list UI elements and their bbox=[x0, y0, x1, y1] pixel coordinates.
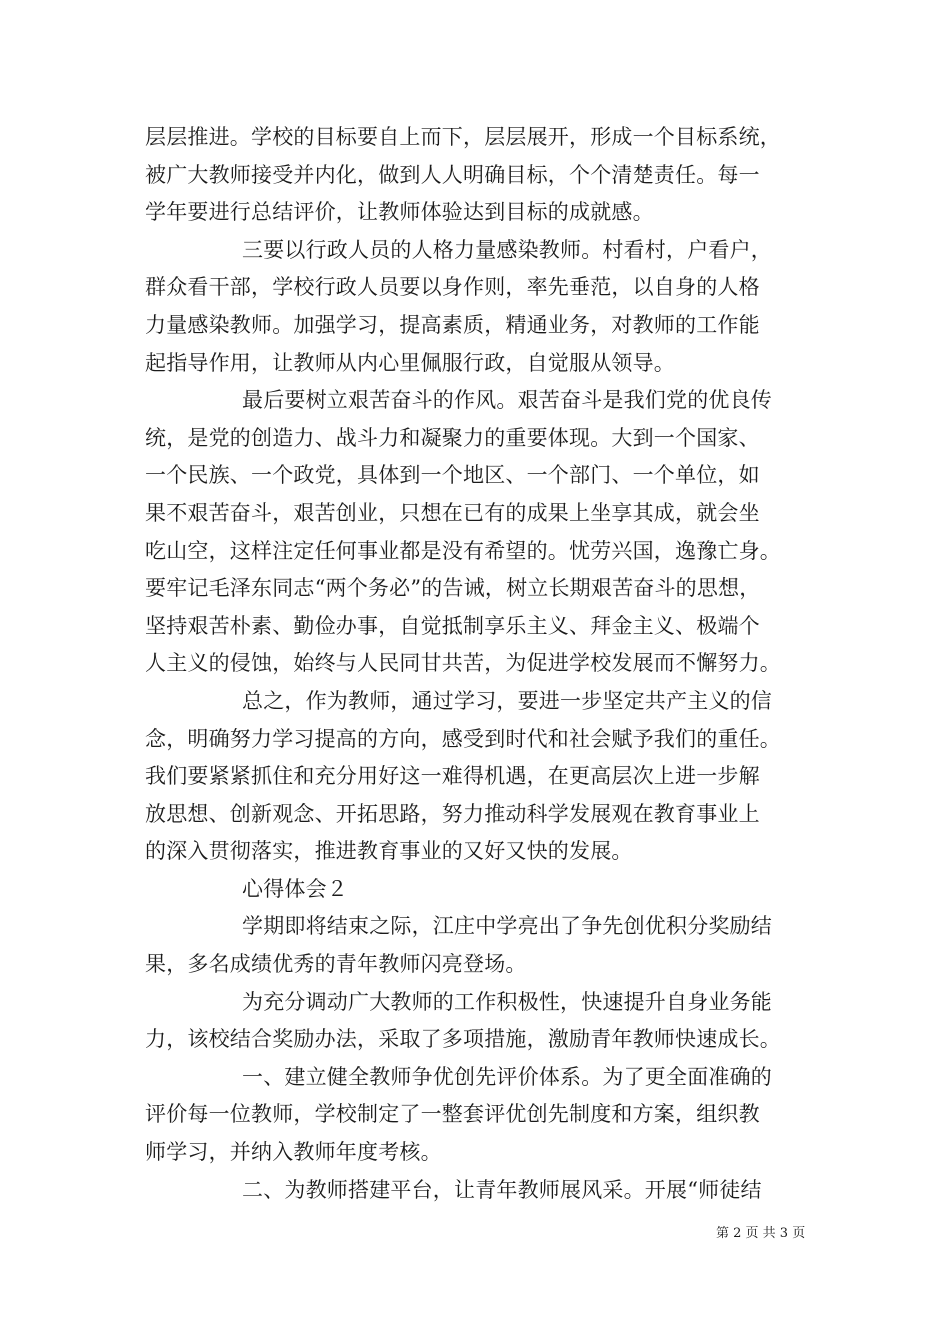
text-line: 的深入贯彻落实，推进教育事业的又好又快的发展。 bbox=[145, 839, 633, 864]
text-line: 层层推进。学校的目标要自上而下，层层展开，形成一个目标系统， bbox=[145, 125, 781, 149]
text-line: 师学习，并纳入教师年度考核。 bbox=[145, 1140, 442, 1165]
text-line: 力量感染教师。加强学习，提高素质，精通业务，对教师的工作能 bbox=[145, 312, 760, 337]
text-line: 学期即将结束之际，江庄中学亮出了争先创优积分奖励结 bbox=[242, 914, 772, 939]
text-line: 二、为教师搭建平台，让青年教师展风采。开展“师徒结 bbox=[242, 1177, 762, 1202]
text-line: 三要以行政人员的人格力量感染教师。村看村，户看户， bbox=[242, 237, 772, 262]
page-footer: 第 2 页 共 3 页 bbox=[716, 1226, 806, 1241]
text-line: 为充分调动广大教师的工作积极性，快速提升自身业务能 bbox=[242, 989, 772, 1014]
text-line: 力，该校结合奖励办法，采取了多项措施，激励青年教师快速成长。 bbox=[145, 1027, 781, 1052]
text-line: 总之，作为教师，通过学习，要进一步坚定共产主义的信 bbox=[242, 688, 772, 713]
text-line: 评价每一位教师，学校制定了一整套评优创先制度和方案，组织教 bbox=[145, 1102, 760, 1127]
text-line: 起指导作用，让教师从内心里佩服行政，自觉服从领导。 bbox=[145, 350, 675, 375]
text-line: 一个民族、一个政党，具体到一个地区、一个部门、一个单位，如 bbox=[145, 463, 760, 488]
text-line: 要牢记毛泽东同志“两个务必”的告诫，树立长期艰苦奋斗的思想， bbox=[145, 576, 761, 601]
text-line: 一、建立健全教师争优创先评价体系。为了更全面准确的 bbox=[242, 1064, 772, 1089]
text-line: 放思想、创新观念、开拓思路，努力推动科学发展观在教育事业上 bbox=[145, 801, 760, 826]
text-line: 人主义的侵蚀，始终与人民同甘共苦，为促进学校发展而不懈努力。 bbox=[145, 651, 781, 676]
body-text bbox=[145, 119, 825, 1209]
text-line: 果，多名成绩优秀的青年教师闪亮登场。 bbox=[145, 952, 527, 977]
text-line: 我们要紧紧抓住和充分用好这一难得机遇，在更高层次上进一步解 bbox=[145, 764, 760, 789]
text-line: 群众看干部，学校行政人员要以身作则，率先垂范，以自身的人格 bbox=[145, 275, 760, 300]
text-line: 坚持艰苦朴素、勤俭办事，自觉抵制享乐主义、拜金主义、极端个 bbox=[145, 613, 760, 638]
text-line: 心得体会２ bbox=[242, 876, 348, 901]
text-line: 被广大教师接受并内化，做到人人明确目标，个个清楚责任。每一 bbox=[145, 162, 760, 187]
text-line: 念，明确努力学习提高的方向，感受到时代和社会赋予我们的重任。 bbox=[145, 726, 781, 751]
text-line: 学年要进行总结评价，让教师体验达到目标的成就感。 bbox=[145, 200, 654, 225]
text-line: 统，是党的创造力、战斗力和凝聚力的重要体现。大到一个国家、 bbox=[145, 425, 760, 450]
text-line: 吃山空，这样注定任何事业都是没有希望的。忧劳兴国，逸豫亡身。 bbox=[145, 538, 781, 563]
text-line: 最后要树立艰苦奋斗的作风。艰苦奋斗是我们党的优良传 bbox=[242, 388, 772, 413]
text-line: 果不艰苦奋斗，艰苦创业，只想在已有的成果上坐享其成，就会坐 bbox=[145, 500, 760, 525]
